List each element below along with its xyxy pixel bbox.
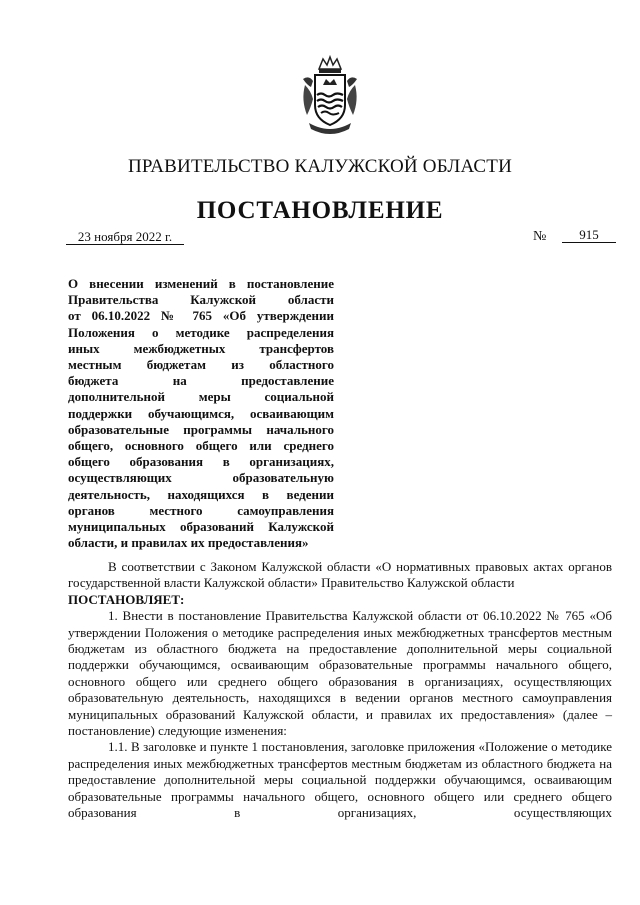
subject-line: поддержки обучающимся, осваивающим [68,405,334,421]
preamble-paragraph: В соответствии с Законом Калужской области «О нормативных правовых актах органов государственной власти Калужской области» Правительство Калужской области [68,559,612,591]
coat-of-arms-icon [299,55,361,135]
subject-line: Правительства Калужской области [68,292,334,308]
subject-line: О внесении изменений в постановление [68,276,334,291]
subject-line: области, и правилах их предоставления» [68,535,309,551]
subject-line: Положения о методике распределения [68,324,334,340]
subject-line: деятельность, находящихся в ведении [68,486,334,502]
subject-line: общего, основного общего или среднего [68,438,334,454]
document-number: 915 [562,227,616,243]
document-type: ПОСТАНОВЛЕНИЕ [196,197,444,224]
resolves-heading: ПОСТАНОВЛЯЕТ: [68,591,185,607]
subject-line: дополнительной меры социальной [68,389,334,405]
subject-line: муниципальных образований Калужской [68,519,334,535]
subject-block [68,276,334,551]
item-1-paragraph: 1. Внести в постановление Правительства Калужской области от 06.10.2022 № 765 «Об утверждении Положения о методике распределения иных межбюджетных трансфертов местным бюджетам из областного бюджета на предоставление дополнительной меры социальной поддержки обучающимся, осваивающим образовательные программы начального общего, основного общего или среднего общего образования в организациях, осуществляющих образовательную деятельность, находящихся в ведении органов местного самоуправления муниципальных образований Калужской области, и правилах их предоставления» (далее – постановление) следующие изменения: [68,608,612,739]
subject-line: местным бюджетам из областного [68,357,334,373]
subject-line: бюджета на предоставление [68,373,334,389]
item-1-1-paragraph: 1.1. В заголовке и пункте 1 постановления, заголовке приложения «Положение о методике распределения иных межбюджетных трансфертов местным бюджетам из областного бюджета на предоставление дополнительной меры социальной поддержки обучающимся, осваивающим образовательные программы начального общего, основного общего или среднего общего образования в организациях, осуществляющих [68,739,612,821]
government-name: ПРАВИТЕЛЬСТВО КАЛУЖСКОЙ ОБЛАСТИ [127,156,513,177]
document-date: 23 ноября 2022 г. [66,229,184,245]
subject-line: общего образования в организациях, [68,454,334,470]
subject-line: от 06.10.2022 № 765 «Об утверждении [68,308,334,324]
number-sign: № [533,229,547,244]
document-body [68,559,612,822]
subject-line: органов местного самоуправления [68,502,334,518]
subject-line: осуществляющих образовательную [68,470,334,486]
subject-line: иных межбюджетных трансфертов [68,340,334,356]
subject-line: образовательные программы начального [68,421,334,437]
